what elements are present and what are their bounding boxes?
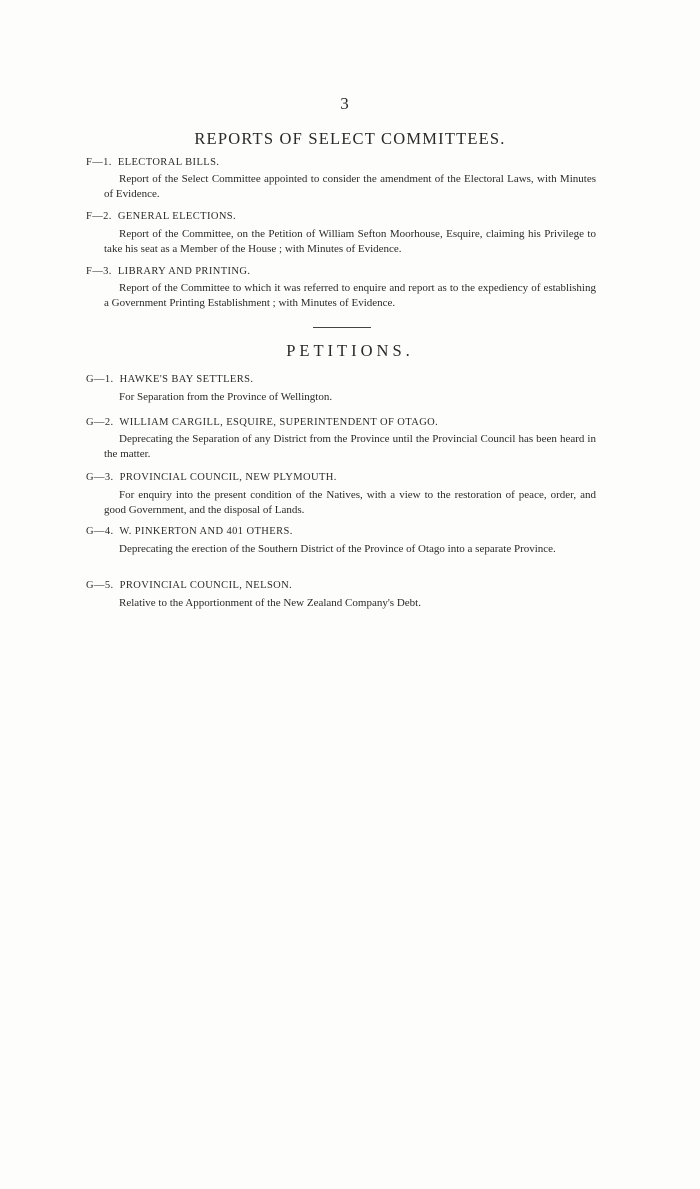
entry-body: Report of the Select Committee appointed to consider the amendment of the Electoral Laws, with Minutes of Evidence. — [104, 173, 596, 200]
entry-body: For enquiry into the present condition of the Natives, with a view to the restoration of peace, order, and good Government, and the disposal of Lands. — [104, 489, 596, 516]
entry-code: G—5. — [86, 580, 114, 591]
page-number: 3 — [340, 94, 350, 113]
entry-body: Report of the Committee to which it was referred to enquire and report as to the expediency of establishing a Government Printing Establishment ; with Minutes of Evidence. — [104, 282, 596, 309]
entry-code: F—2. — [86, 211, 112, 222]
section-divider — [313, 327, 371, 328]
entry-title-text: W. PINKERTON AND 401 OTHERS. — [119, 526, 293, 537]
entry-code: G—3. — [86, 472, 114, 483]
reports-heading: REPORTS OF SELECT COMMITTEES. — [194, 129, 506, 148]
entry-title-text: WILLIAM CARGILL, ESQUIRE, SUPERINTENDENT OF OTAGO. — [119, 417, 439, 428]
entry-title — [86, 211, 236, 222]
entry-body: Deprecating the Separation of any District from the Province until the Provincial Council has been heard in the matter. — [104, 433, 596, 460]
entry-body: Report of the Committee, on the Petition of William Sefton Moorhouse, Esquire, claiming his Privilege to take his seat as a Member of the House ; with Minutes of Evidence. — [104, 228, 596, 255]
petitions-heading: PETITIONS. — [286, 341, 414, 360]
entry-body: For Separation from the Province of Wellington. — [119, 391, 333, 403]
entry-title-text: PROVINCIAL COUNCIL, NEW PLYMOUTH. — [119, 472, 337, 483]
entry-title — [86, 526, 293, 537]
entry-code: F—3. — [86, 266, 112, 277]
entry-title-text: ELECTORAL BILLS. — [117, 157, 220, 168]
entry-body: Deprecating the erection of the Southern District of the Province of Otago into a separate Province. — [119, 543, 556, 555]
entry-title-text: PROVINCIAL COUNCIL, NELSON. — [119, 580, 293, 591]
entry-title — [86, 157, 219, 168]
entry-title — [86, 580, 292, 591]
entry-code: G—1. — [86, 374, 114, 385]
entry-code: G—2. — [86, 417, 114, 428]
entry-body: Relative to the Apportionment of the New Zealand Company's Debt. — [119, 597, 421, 609]
entry-title — [86, 417, 438, 428]
entry-title — [86, 266, 250, 277]
entry-title — [86, 472, 337, 483]
entry-title-text: GENERAL ELECTIONS. — [117, 211, 237, 222]
entry-code: F—1. — [86, 157, 112, 168]
entry-title-text: HAWKE'S BAY SETTLERS. — [119, 374, 254, 385]
entry-title-text: LIBRARY AND PRINTING. — [117, 266, 251, 277]
entry-code: G—4. — [86, 526, 114, 537]
entry-title — [86, 374, 253, 385]
